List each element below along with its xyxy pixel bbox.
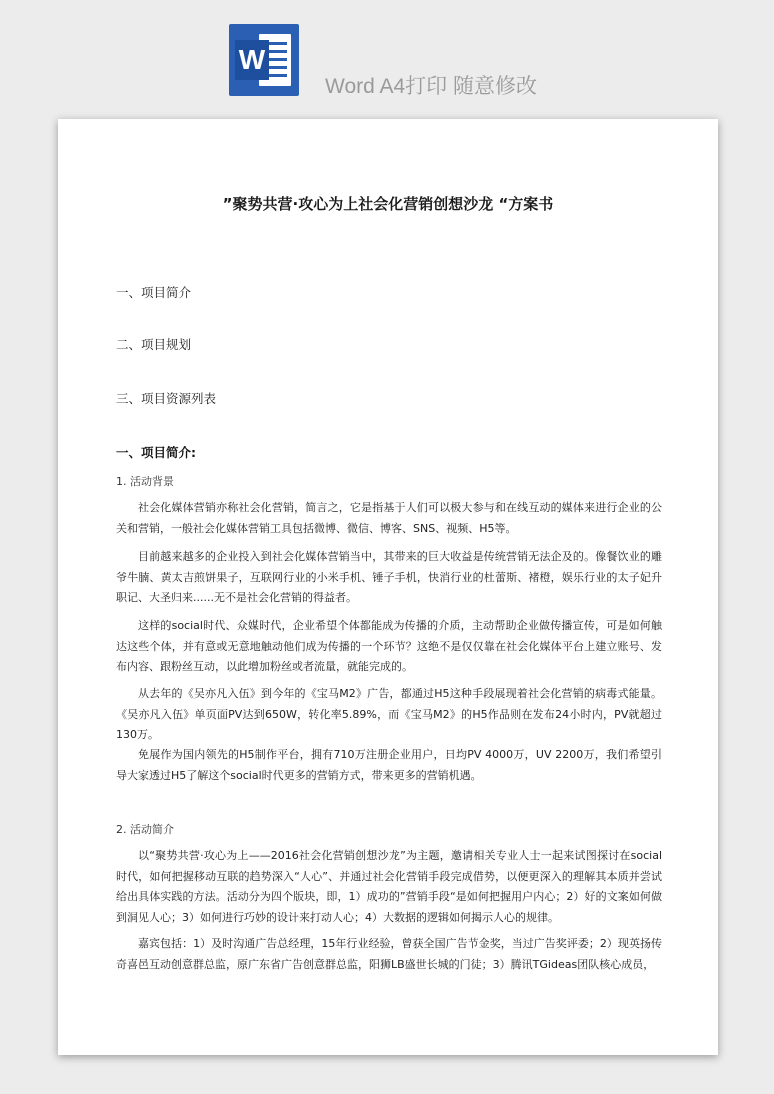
paragraph: 社会化媒体营销亦称社会化营销，简言之，它是指基于人们可以极大参与和在线互动的媒体来进行企业的公关和营销，一般社会化媒体营销工具包括微博、微信、博客、SNS、视频、H5等。 xyxy=(116,501,662,535)
word-logo-icon xyxy=(229,24,299,96)
paragraph: 目前越来越多的企业投入到社会化媒体营销当中，其带来的巨大收益是传统营销无法企及的。像餐饮业的雕爷牛腩、黄太吉煎饼果子，互联网行业的小米手机、锤子手机，快消行业的杜蕾斯、褚橙，娱乐行业的太子妃升职记、大圣归来......无不是社会化营销的得益者。 xyxy=(116,550,662,604)
subsection-heading-background: 1. 活动背景 xyxy=(116,475,174,488)
paragraph: 免展作为国内领先的H5制作平台，拥有710万注册企业用户，日均PV 4000万，UV 2200万，我们希望引导大家透过H5了解这个social时代更多的营销方式，带来更多的营销机遇。 xyxy=(116,748,662,782)
section-heading: 一、项目简介: xyxy=(116,445,196,460)
paragraph: 从去年的《吴亦凡入伍》到今年的《宝马M2》广告，都通过H5这种手段展现着社会化营销的病毒式能量。《吴亦凡入伍》单页面PV达到650W，转化率5.89%，而《宝马M2》的H5作品则在发布24小时内，PV就超过130万。 xyxy=(116,687,662,741)
toc-item-planning: 二、项目规划 xyxy=(116,337,192,352)
promo-banner xyxy=(0,0,774,120)
toc-item-resources: 三、项目资源列表 xyxy=(116,391,217,406)
paragraph: 嘉宾包括：1）及时沟通广告总经理，15年行业经验，曾获全国广告节金奖，当过广告奖评委；2）现英扬传奇喜邑互动创意群总监，原广东省广告创意群总监，阳狮LB盛世长城的门徒；3）腾讯TGideas团队核心成员， xyxy=(116,937,662,971)
paragraph: 这样的social时代、众媒时代，企业希望个体都能成为传播的介质，主动帮助企业做传播宣传，可是如何触达这些个体，并有意或无意地触动他们成为传播的一个环节？这绝不是仅仅靠在社会化媒体平台上建立账号、发布内容、跟粉丝互动，以此增加粉丝或者流量，就能完成的。 xyxy=(116,619,662,673)
document-title: ”聚势共营·攻心为上社会化营销创想沙龙 “方案书 xyxy=(222,195,554,213)
paragraph: 以“聚势共营·攻心为上——2016社会化营销创想沙龙”为主题，邀请相关专业人士一起来试图探讨在social时代，如何把握移动互联的趋势深入“人心”、并通过社会化营销手段完成借势，以便更深入的理解其本质并尝试给出具体实践的方法。活动分为四个版块，即，1）成功的”营销手段“是如何把握用户内心；2）好的文案如何做到洞见人心；3）如何进行巧妙的设计来打动人心；4）大数据的逻辑如何揭示人心的规律。 xyxy=(116,849,662,924)
subsection-heading-intro: 2. 活动简介 xyxy=(116,823,174,836)
banner-tagline: Word A4打印 随意修改 xyxy=(325,75,537,98)
word-letter: W xyxy=(235,40,269,80)
toc-item-overview: 一、项目简介 xyxy=(116,285,192,300)
document-page xyxy=(58,119,718,1055)
